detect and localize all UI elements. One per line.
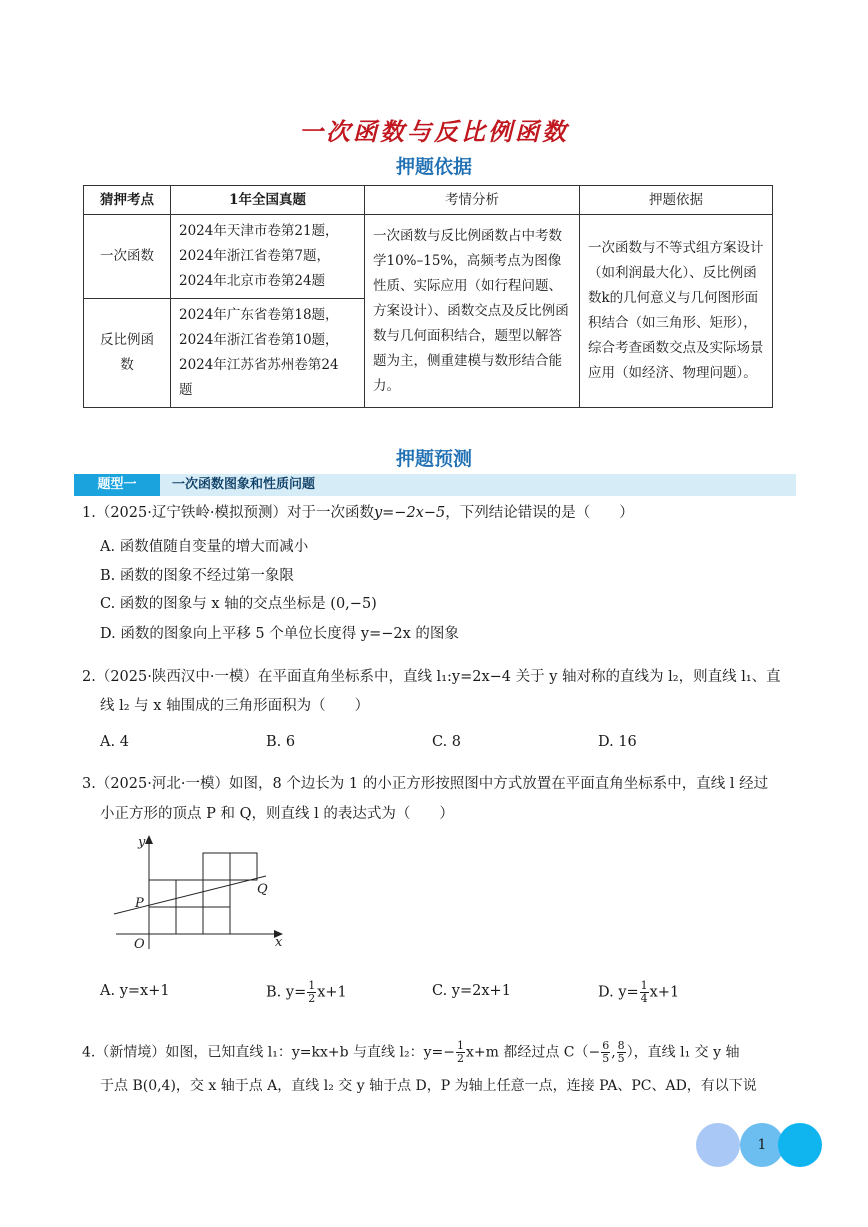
fraction-denominator: 2 [308,992,316,1005]
q1-option-c: C. 函数的图象与 x 轴的交点坐标是 (0,−5) [100,596,377,612]
grid-figure [108,832,293,952]
fraction-half [307,980,316,1005]
grid-square [203,880,230,907]
fraction-numerator: 1 [308,979,316,992]
point-p-label: P [135,896,144,911]
table-header: 1年全国真题 [171,186,365,215]
q3-option-a: A. y=x+1 [100,983,170,999]
q1-option-d: D. 函数的图象向上平移 5 个单位长度得 y=−2x 的图象 [100,626,459,642]
analysis-cell: 一次函数与反比例函数占中考数学10%–15%，高频考点为图像性质、实际应用（如行程问题、方案设计）、函数交点及反比例函数与几何面积结合，题型以解答题为主，侧重建模与数形结合能力。 [365,215,580,408]
page-badge-circle-left [696,1123,740,1167]
q2-option-b: B. 6 [266,734,296,750]
basis-cell: 一次函数与不等式组方案设计（如利润最大化）、反比例函数k的几何意义与几何图形面积结合（如三角形、矩形），综合考查函数交点及实际场景应用（如经济、物理问题）。 [580,215,773,408]
basis-table [83,185,773,408]
topic-cell: 一次函数 [84,215,171,299]
exam-line: 2024年浙江省卷第10题， [179,332,339,348]
fraction [601,1040,610,1065]
exam-line: 2024年浙江省卷第7题， [179,248,330,264]
grid-square [203,853,230,880]
q4-text: 4.（新情境）如图，已知直线 l₁：y=kx+b 与直线 l₂：y=− [82,1044,455,1061]
page-title: 一次函数与反比例函数 [299,117,569,146]
question-4-line-1 [82,1040,739,1065]
grid-square [230,853,257,880]
question-3-line-2: 小正方形的顶点 P 和 Q，则直线 l 的表达式为（ ） [100,806,454,822]
section-title-prediction: 押题预测 [395,448,472,470]
table-row [84,215,773,299]
table-header: 猜押考点 [84,186,171,215]
q2-option-a: A. 4 [100,734,129,750]
table-header: 考情分析 [365,186,580,215]
q3-option-b [266,980,347,1005]
exam-line: 2024年天津市卷第21题， [179,223,339,239]
question-type-label: 题型一 [74,474,160,496]
fraction-denominator: 5 [602,1052,610,1065]
q4-text: , [611,1044,616,1061]
section-title-basis: 押题依据 [395,156,472,178]
fraction [617,1040,626,1065]
fraction-numerator: 1 [640,979,648,992]
fraction-denominator: 5 [617,1052,625,1065]
exam-line: 2024年江苏省苏州卷第24 [179,357,339,373]
x-axis-label: x [275,935,283,950]
question-3-line-1: 3.（2025·河北·一模）如图，8 个边长为 1 的小正方形按照图中方式放置在平面直角坐标系中，直线 l 经过 [82,776,769,792]
q1-option-a: A. 函数值随自变量的增大而减小 [100,539,309,555]
y-axis-label: y [138,835,146,850]
page-badge-circle-right [778,1123,822,1167]
question-type-text: 一次函数图象和性质问题 [172,477,316,492]
question-2-line-2: 线 l₂ 与 x 轴围成的三角形面积为（ ） [100,698,370,714]
fraction-numerator: 8 [617,1039,625,1052]
topic-cell: 反比例函数 [84,299,171,408]
q1-stem-text: 1.（2025·辽宁铁岭·模拟预测）对于一次函数 [82,505,374,521]
fraction [456,1040,465,1065]
q1-option-b: B. 函数的图象不经过第一象限 [100,568,294,584]
q3-option-d-suffix: x+1 [649,984,680,1001]
q3-option-d-prefix: D. y= [598,984,639,1001]
q3-option-d [598,980,679,1005]
exam-cell [171,299,365,408]
q2-option-d: D. 16 [598,734,637,750]
q3-option-b-suffix: x+1 [317,984,347,1001]
grid-square [176,880,203,907]
question-2-line-1: 2.（2025·陕西汉中·一模）在平面直角坐标系中，直线 l₁:y=2x−4 关于 y 轴对称的直线为 l₂，则直线 l₁、直 [82,669,781,685]
question-4-line-2: 于点 B(0,4)，交 x 轴于点 A，直线 l₂ 交 y 轴于点 D，P 为轴上任意一点，连接 PA、PC、AD，有以下说 [100,1078,757,1094]
y-axis-arrow [145,835,153,844]
exam-line: 2024年北京市卷第24题 [179,273,326,289]
fraction-numerator: 6 [602,1039,610,1052]
q3-option-b-prefix: B. y= [266,984,307,1001]
grid-square [203,907,230,934]
fraction-denominator: 4 [640,992,648,1005]
q4-text: x+m 都经过点 C（− [465,1044,601,1061]
table-header-row [84,186,773,215]
table-header: 押题依据 [580,186,773,215]
q4-text: ），直线 l₁ 交 y 轴 [626,1044,740,1061]
question-1-stem [82,502,634,524]
page-number: 1 [757,1137,767,1153]
fraction-numerator: 1 [456,1039,464,1052]
grid-square [149,907,176,934]
q1-formula: y=−2x−5 [373,505,446,521]
fraction-quarter [640,980,649,1005]
exam-line: 题 [179,382,193,398]
exam-line: 2024年广东省卷第18题， [179,307,339,323]
grid-square [149,880,176,907]
grid-square [176,907,203,934]
q3-option-c: C. y=2x+1 [432,983,511,999]
q1-stem-text-end: ，下列结论错误的是（ ） [445,505,634,521]
point-q-label: Q [257,882,268,897]
origin-label: O [134,937,145,952]
exam-cell [171,215,365,299]
q2-option-c: C. 8 [432,734,462,750]
fraction-denominator: 2 [456,1052,464,1065]
